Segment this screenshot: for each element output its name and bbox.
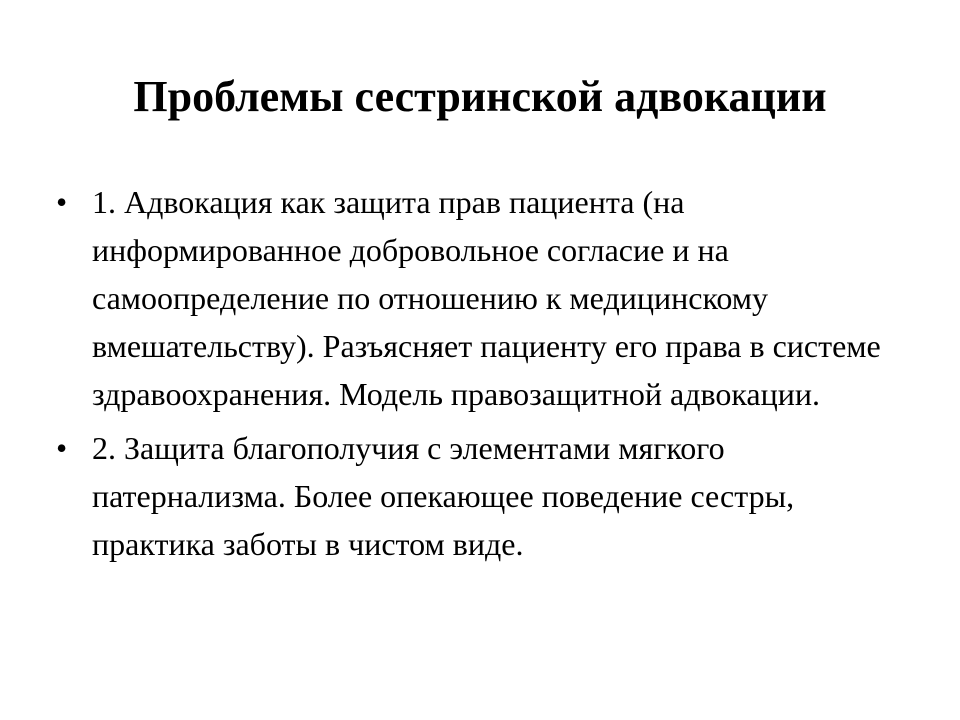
bullet-list [56,178,916,574]
bullet-icon: • [56,430,68,466]
bullet-text-1: 1. Адвокация как защита прав пациента (на информированное добровольное согласие и на самоопределение по отношению к медицинскому вмешательству). Разъясняет пациенту его права в системе здравоохранения. Модель правозащитной адвокации. [92,184,881,412]
bullet-item-1 [56,178,916,418]
slide-title: Проблемы сестринской адвокации [133,72,827,121]
bullet-item-2 [56,424,916,568]
bullet-text-2: 2. Защита благополучия с элементами мягкого патернализма. Более опекающее поведение сестры, практика заботы в чистом виде. [92,430,795,562]
bullet-icon: • [56,184,68,220]
